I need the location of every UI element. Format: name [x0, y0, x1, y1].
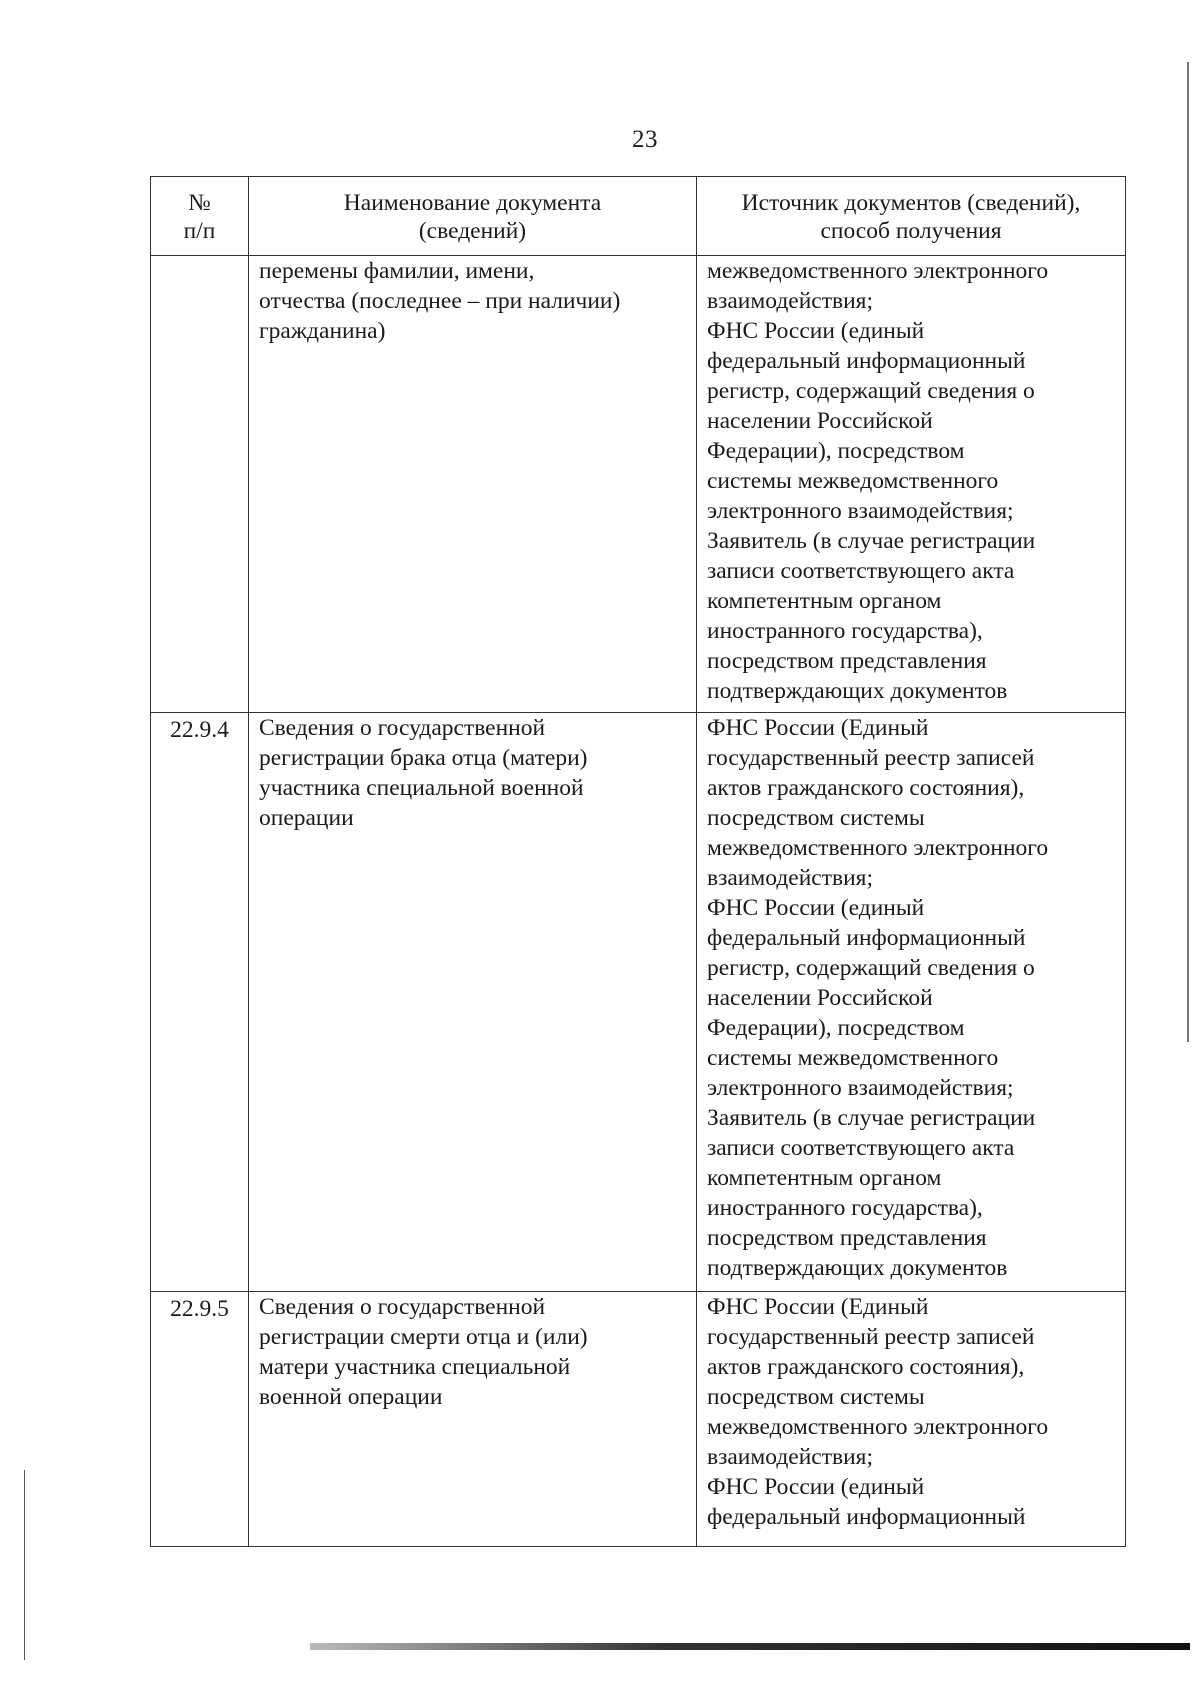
- table-row: [151, 713, 1126, 1292]
- source-line: иностранного государства),: [707, 1195, 983, 1221]
- source-line: посредством системы: [707, 805, 925, 831]
- source-line: взаимодействия;: [707, 288, 874, 314]
- page-number: 23: [632, 126, 658, 153]
- document-name-line: Сведения о государственной: [259, 715, 546, 741]
- source-line: электронного взаимодействия;: [707, 498, 1014, 524]
- source-line: системы межведомственного: [707, 1045, 999, 1071]
- document-name-cell: [249, 1292, 697, 1547]
- scan-margin-line-right: [1187, 62, 1189, 1042]
- source-line: населении Российской: [707, 408, 933, 434]
- source-line: ФНС России (единый: [707, 895, 925, 921]
- row-number: [151, 256, 249, 713]
- document-name-line: военной операции: [259, 1384, 443, 1410]
- source-line: регистр, содержащий сведения о: [707, 955, 1035, 981]
- header-number: [151, 177, 249, 256]
- source-line: посредством системы: [707, 1384, 925, 1410]
- row-number: 22.9.4: [151, 713, 249, 1292]
- source-cell: [697, 256, 1126, 713]
- source-line: федеральный информационный: [707, 348, 1026, 374]
- row-number: 22.9.5: [151, 1292, 249, 1547]
- document-name-cell: [249, 713, 697, 1292]
- documents-table: [150, 176, 1126, 1547]
- header-source: [697, 177, 1126, 256]
- source-line: государственный реестр записей: [707, 1324, 1035, 1350]
- header-document-name-line: (сведений): [418, 218, 527, 244]
- source-line: системы межведомственного: [707, 468, 999, 494]
- source-line: взаимодействия;: [707, 865, 874, 891]
- document-name-line: гражданина): [259, 318, 386, 344]
- header-source-line: Источник документов (сведений),: [741, 190, 1081, 216]
- document-name-line: перемены фамилии, имени,: [259, 258, 535, 284]
- document-name-line: отчества (последнее – при наличии): [259, 288, 621, 314]
- source-line: межведомственного электронного: [707, 835, 1049, 861]
- document-name-cell: [249, 256, 697, 713]
- source-line: записи соответствующего акта: [707, 558, 1015, 584]
- table-row: [151, 1292, 1126, 1547]
- source-line: населении Российской: [707, 985, 933, 1011]
- header-source-line: способ получения: [820, 218, 1002, 244]
- source-line: актов гражданского состояния),: [707, 775, 1025, 801]
- source-line: компетентным органом: [707, 588, 942, 614]
- header-number-line: п/п: [183, 218, 216, 244]
- source-line: подтверждающих документов: [707, 678, 1008, 704]
- source-line: компетентным органом: [707, 1165, 942, 1191]
- table-header-row: [151, 177, 1126, 256]
- source-line: федеральный информационный: [707, 1504, 1026, 1530]
- source-line: Федерации), посредством: [707, 1015, 965, 1041]
- source-line: межведомственного электронного: [707, 1414, 1049, 1440]
- source-line: Федерации), посредством: [707, 438, 965, 464]
- source-line: актов гражданского состояния),: [707, 1354, 1025, 1380]
- document-name-line: Сведения о государственной: [259, 1294, 546, 1320]
- source-line: Заявитель (в случае регистрации: [707, 1105, 1036, 1131]
- source-line: посредством представления: [707, 648, 987, 674]
- header-document-name-line: Наименование документа: [343, 190, 602, 216]
- source-line: посредством представления: [707, 1225, 987, 1251]
- source-line: ФНС России (Единый: [707, 1294, 929, 1320]
- source-line: государственный реестр записей: [707, 745, 1035, 771]
- source-line: регистр, содержащий сведения о: [707, 378, 1035, 404]
- scan-margin-line-left: [24, 1470, 25, 1660]
- source-cell: [697, 1292, 1126, 1547]
- scan-bottom-bar: [310, 1643, 1190, 1650]
- source-line: взаимодействия;: [707, 1444, 874, 1470]
- source-line: ФНС России (Единый: [707, 715, 929, 741]
- document-name-line: операции: [259, 805, 354, 831]
- document-name-line: регистрации смерти отца и (или): [259, 1324, 588, 1350]
- source-line: ФНС России (единый: [707, 1474, 925, 1500]
- source-line: иностранного государства),: [707, 618, 983, 644]
- source-line: подтверждающих документов: [707, 1255, 1008, 1281]
- table-row: [151, 256, 1126, 713]
- source-cell: [697, 713, 1126, 1292]
- header-document-name: [249, 177, 697, 256]
- source-line: федеральный информационный: [707, 925, 1026, 951]
- header-number-line: №: [188, 190, 211, 216]
- document-name-line: участника специальной военной: [259, 775, 584, 801]
- document-name-line: матери участника специальной: [259, 1354, 571, 1380]
- source-line: Заявитель (в случае регистрации: [707, 528, 1036, 554]
- source-line: межведомственного электронного: [707, 258, 1049, 284]
- source-line: ФНС России (единый: [707, 318, 925, 344]
- source-line: записи соответствующего акта: [707, 1135, 1015, 1161]
- source-line: электронного взаимодействия;: [707, 1075, 1014, 1101]
- document-name-line: регистрации брака отца (матери): [259, 745, 588, 771]
